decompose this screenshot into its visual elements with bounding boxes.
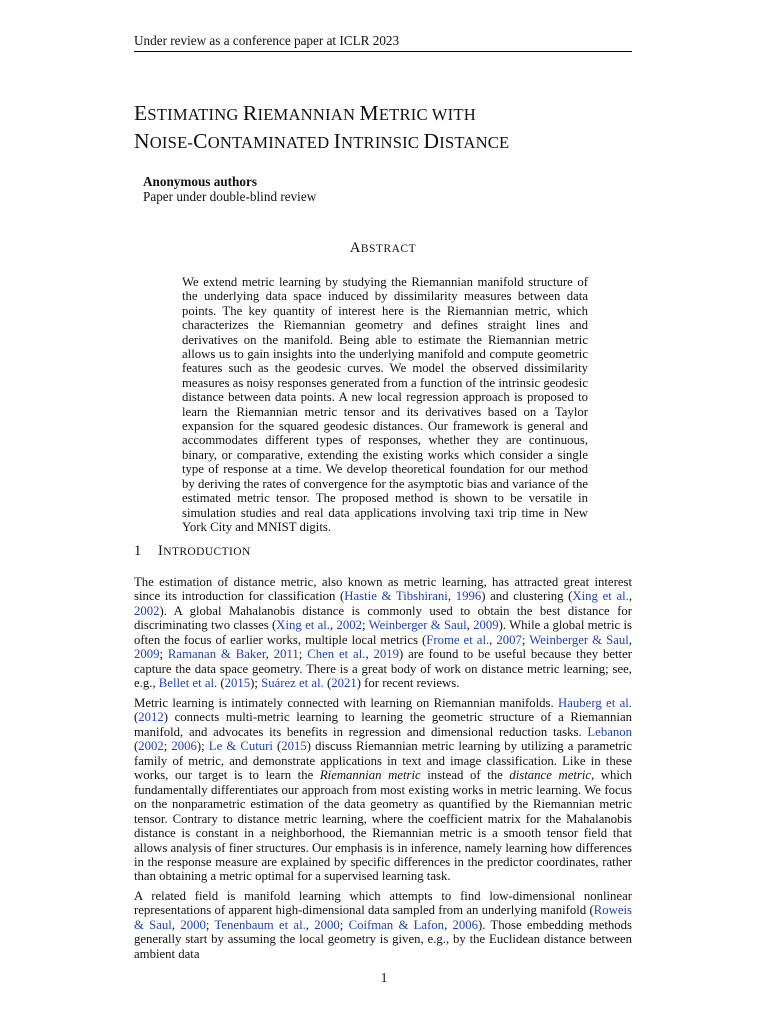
citation-link[interactable]: 2000 xyxy=(314,917,340,932)
citation-link[interactable]: Hastie & Tibshirani xyxy=(344,589,448,604)
title-word-cap: E xyxy=(134,101,148,125)
abstract-heading-cap: A xyxy=(349,240,361,256)
citation-link[interactable]: 2019 xyxy=(373,647,400,662)
title-word-rest: ONTAMINATED xyxy=(207,133,334,152)
paragraph-text: ); xyxy=(196,739,209,754)
paragraph-text: Metric learning is intimately connected with learning on Riemannian manifolds. xyxy=(134,696,559,710)
citation-link[interactable]: 2021 xyxy=(331,676,357,691)
author-names: Anonymous authors xyxy=(143,174,257,189)
emphasized-text: distance metric xyxy=(509,768,592,783)
citation-link[interactable]: 2002 xyxy=(336,618,362,633)
citation-link[interactable]: 2000 xyxy=(180,917,206,932)
paragraph-text: , xyxy=(305,917,315,932)
citation-link[interactable]: Suárez et al. xyxy=(261,676,324,691)
paragraph-text: ; xyxy=(361,618,369,633)
citation-link[interactable]: 2002 xyxy=(134,603,160,618)
citation-link[interactable]: Chen et al. xyxy=(307,647,366,662)
citation-link[interactable]: 2009 xyxy=(473,618,499,633)
citation-link[interactable]: Hauberg et al. xyxy=(558,696,632,710)
title-line-1 xyxy=(134,100,654,128)
paragraph-text: , xyxy=(628,589,633,604)
title-word-rest: IEMANNIAN xyxy=(257,105,360,124)
citation-link[interactable]: Coifman & Lafon xyxy=(348,917,445,932)
running-header: Under review as a conference paper at ICLR 2023 xyxy=(134,33,400,48)
citation-link[interactable]: Weinberger & Saul xyxy=(529,632,629,647)
title-word-cap: N xyxy=(134,129,150,153)
paper-title xyxy=(134,100,654,156)
abstract-heading-rest: BSTRACT xyxy=(360,243,417,255)
title-word-cap: R xyxy=(242,101,258,125)
citation-link[interactable]: 2011 xyxy=(273,647,299,662)
citation-link[interactable]: 2015 xyxy=(281,739,307,754)
paragraph-text: ) for recent reviews. xyxy=(356,676,460,691)
paragraph-text: , which fundamentally differentiates our approach from most existing works in metric learning. We focus on the nonparametric estimation of the data geometry as quantified by the Riemannian metric tensor. Contrary to distance metric learning, where the coefficient matrix for the Mahalanobis distance is constant in a neighborhood, the Riemannian metric is a smooth tensor field that allows analysis of finer structures. Our emphasis is in inference, namely learning how differences in the response measure are explained by specific differences in the predictor coordinates, rather than obtaining a metric optimal for a supervised learning task. xyxy=(134,768,633,884)
paragraph-text: ; xyxy=(298,647,308,662)
section-heading-introduction xyxy=(134,543,251,560)
citation-link[interactable]: 2007 xyxy=(496,632,522,647)
title-word-rest: NTRINSIC xyxy=(341,133,424,152)
citation-link[interactable]: Ramanan & Baker xyxy=(167,647,266,662)
title-word-rest: OISE- xyxy=(149,133,194,152)
paragraph-text: ); xyxy=(250,676,262,691)
citation-link[interactable]: 1996 xyxy=(455,589,482,604)
paragraph-text: , xyxy=(489,632,497,647)
intro-paragraph-3 xyxy=(134,889,632,961)
citation-link[interactable]: 2006 xyxy=(171,739,197,754)
abstract-body: We extend metric learning by studying the Riemannian manifold structure of the underlying data space induced by dissimilarity measures between data points. The key quantity of interest here is the Riemannian metric, which characterizes the Riemannian geometry and defines straight lines and derivatives on the manifold. Being able to estimate the Riemannian metric allows us to gain insights into the underlying manifold and compute geometric features such as the geodesic curves. We model the observed dissimilarity measures as noisy responses generated from a function of the intrinsic geodesic distance between data points. A new local regression approach is proposed to learn the Riemannian metric tensor and its derivatives based on a Taylor expansion for the squared geodesic distances. Our framework is general and accommodates different types of responses, whether they are continuous, binary, or comparative, extending the existing works which consider a single type of response at a time. We develop theoretical foundation for our method by deriving the rates of convergence for the asymptotic bias and variance of the estimated metric tensor. The proposed method is shown to be versatile in simulation studies and real data applications involving taxi trip time in New York City and MNIST digits. xyxy=(182,275,588,534)
paragraph-text: ; xyxy=(163,739,172,754)
paragraph-text: ( xyxy=(217,676,225,691)
citation-link[interactable]: Xing et al. xyxy=(276,618,330,633)
paragraph-text: , xyxy=(466,618,474,633)
paragraph-text: ) discuss Riemannian metric learning by utilizing a parametric family of metric, and demonstrate applications in text and image classification. Like in these works, our target is to learn the xyxy=(134,739,632,783)
paragraph-text: instead of the xyxy=(420,768,510,783)
citation-link[interactable]: Frome et al. xyxy=(426,632,490,647)
title-word-cap: C xyxy=(193,129,208,153)
section-heading-rest: NTRODUCTION xyxy=(163,546,251,558)
paragraph-text: ) are found to be useful because they better capture the data space geometry. There is a great body of work on distance metric learning; see, e.g., xyxy=(134,647,632,691)
paragraph-text: ) and clustering ( xyxy=(481,589,573,604)
citation-link[interactable]: Xing et al. xyxy=(572,589,629,604)
paragraph-text: ( xyxy=(134,739,139,754)
paragraph-text: , xyxy=(171,917,181,932)
paragraph-text: ). A global Mahalanobis distance is commonly used to obtain the best distance for discriminating two classes ( xyxy=(134,603,632,633)
title-word-rest: STIMATING xyxy=(147,105,243,124)
citation-link[interactable]: Bellet et al. xyxy=(158,676,218,691)
citation-link[interactable]: Le & Cuturi xyxy=(208,739,273,754)
paragraph-text: ). While a global metric is often the focus of earlier works, multiple local metrics ( xyxy=(134,618,633,647)
paragraph-text: , xyxy=(365,647,374,662)
citation-link[interactable]: 2009 xyxy=(134,647,160,662)
paragraph-text: , xyxy=(265,647,274,662)
paragraph-text: A related field is manifold learning which attempts to find low-dimensional nonlinear representations of apparent high-dimensional data sampled from an underlying manifold ( xyxy=(134,889,632,918)
title-word-rest: ISTANCE xyxy=(439,133,510,152)
header-rule xyxy=(134,51,632,52)
author-affiliation: Paper under double-blind review xyxy=(143,189,317,204)
citation-link[interactable]: Lebanon xyxy=(587,724,632,739)
title-word-rest: ETRIC WITH xyxy=(378,105,476,124)
citation-link[interactable]: 2015 xyxy=(224,676,251,691)
citation-link[interactable]: 2002 xyxy=(138,739,164,754)
paragraph-text: ( xyxy=(323,676,332,691)
title-word-cap: D xyxy=(423,129,440,153)
title-word-cap: I xyxy=(333,129,342,153)
title-line-2 xyxy=(134,128,654,156)
title-word-cap: M xyxy=(359,101,379,125)
paragraph-text: ). Those embedding methods generally start by assuming the local geometry is given, e.g., by the Euclidean distance between ambient data xyxy=(134,917,633,961)
abstract-heading xyxy=(134,240,632,257)
paragraph-text: ; xyxy=(159,647,168,662)
citation-link[interactable]: Tenenbaum et al. xyxy=(214,917,306,932)
intro-paragraph-2 xyxy=(134,696,632,884)
section-number: 1 xyxy=(134,543,142,559)
paragraph-text: ; xyxy=(521,632,530,647)
paragraph-text: ; xyxy=(339,917,349,932)
citation-link[interactable]: Roweis & Saul xyxy=(134,903,632,932)
intro-paragraph-1 xyxy=(134,575,632,691)
paragraph-text: ( xyxy=(134,710,139,725)
section-heading-cap: I xyxy=(158,543,164,559)
paragraph-text: ) connects multi-metric learning to learning the geometric structure of a Riemannian manifold, and advocates its benefits in regression and dimensional reduction tasks. xyxy=(134,710,632,739)
paragraph-text: , xyxy=(447,589,456,604)
citation-link[interactable]: 2012 xyxy=(138,710,164,725)
citation-link[interactable]: Weinberger & Saul xyxy=(368,618,467,633)
emphasized-text: Riemannian metric xyxy=(319,768,421,783)
paragraph-text: , xyxy=(628,632,632,647)
paragraph-text: ; xyxy=(205,917,215,932)
paragraph-text: , xyxy=(329,618,337,633)
paragraph-text: ( xyxy=(272,739,282,754)
page-number: 1 xyxy=(380,970,388,985)
citation-link[interactable]: 2006 xyxy=(452,917,479,932)
paragraph-text: The estimation of distance metric, also known as metric learning, has attracted great interest since its introduction for classification ( xyxy=(134,575,632,604)
paragraph-text: , xyxy=(444,917,453,932)
